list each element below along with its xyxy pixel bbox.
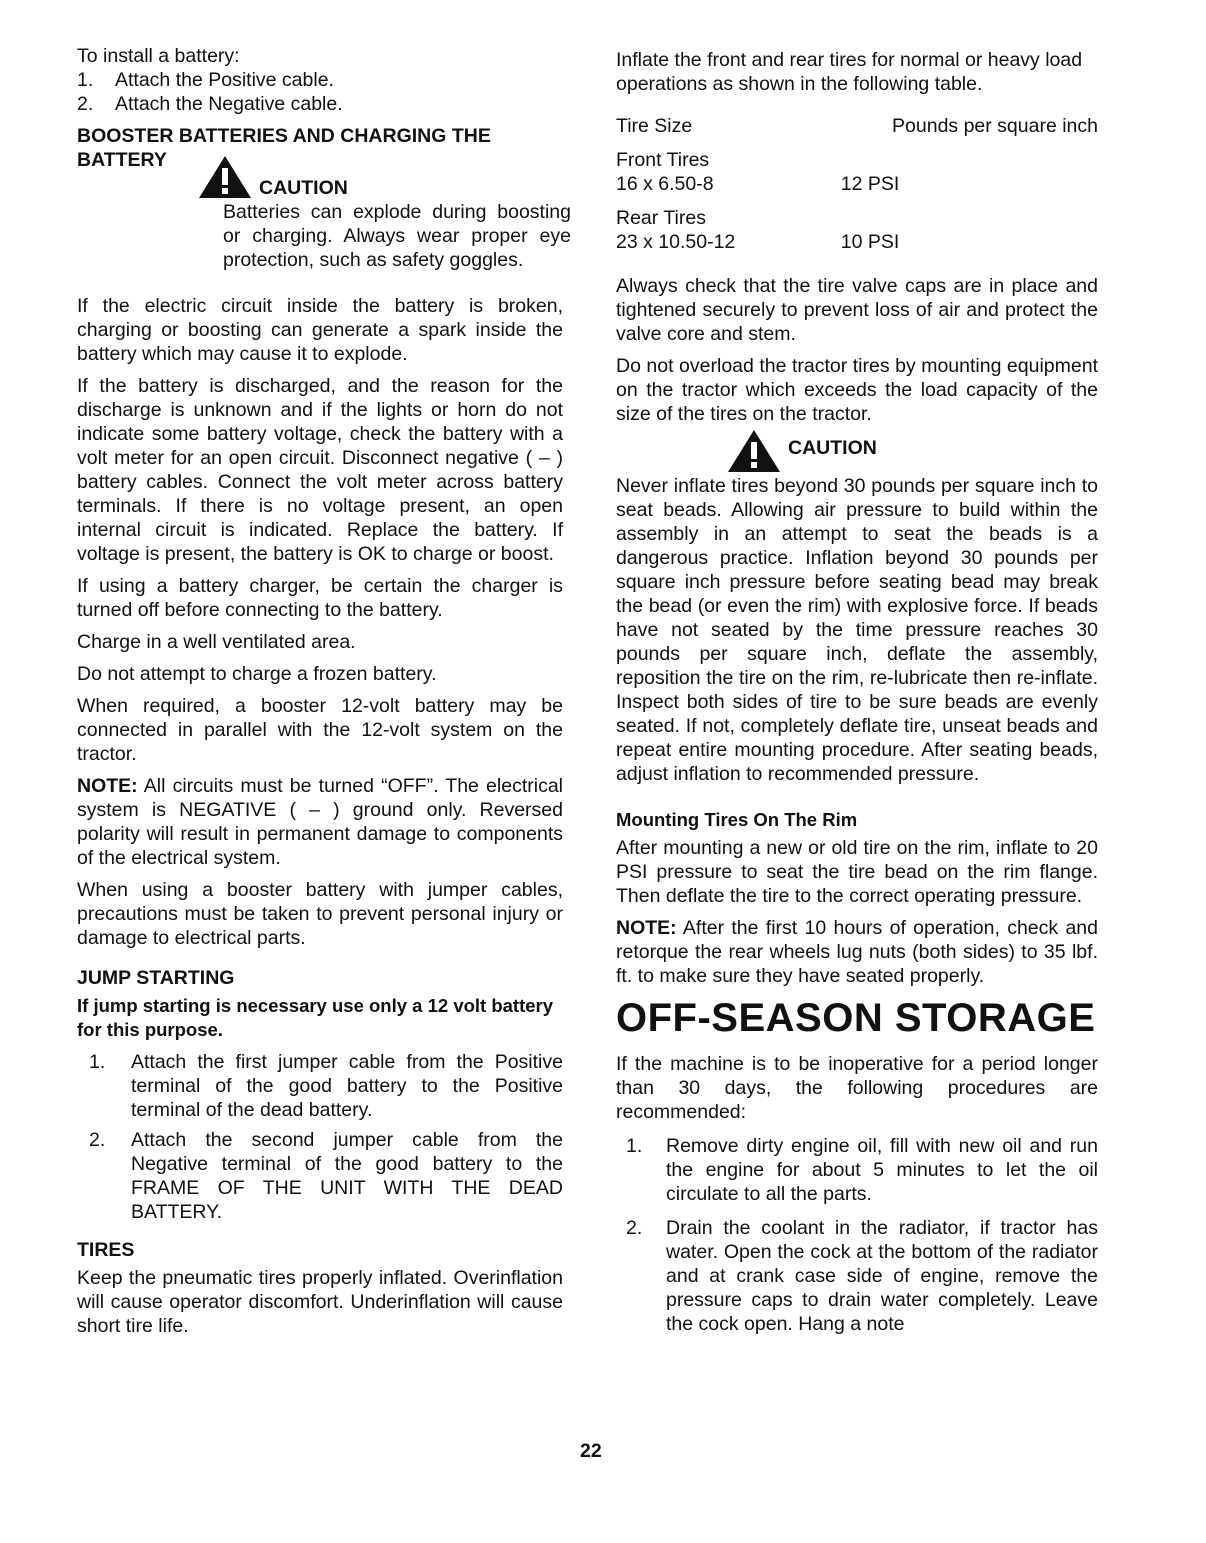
page-number: 22	[580, 1440, 602, 1462]
jump-starting-subheading: If jump starting is necessary use only a 12 volt battery for this purpose.	[77, 995, 554, 1040]
note-label: NOTE:	[616, 917, 677, 939]
left-column	[77, 44, 571, 1346]
list-item: 1. Attach the Positive cable.	[77, 69, 334, 91]
paragraph: After mounting a new or old tire on the rim, inflate to 20 PSI pressure to seat the tire bead on the rim flange. Then deflate the tire to the correct operating pressure.	[616, 837, 1098, 907]
note-paragraph: NOTE: After the first 10 hours of operation, check and retorque the rear wheels lug nuts (both sides) to 35 lbf. ft. to make sure they have seated properly.	[616, 917, 1098, 987]
table-row	[616, 230, 1098, 274]
paragraph: If the battery is discharged, and the reason for the discharge is unknown and if the lights or horn do not indicate some battery voltage, check the battery with a volt meter for an open circuit. Disconnect negative ( – ) battery cables. Connect the volt meter across battery terminals. If there is no voltage present, an open internal circuit is indicated. Replace the battery. If voltage is present, the battery is OK to charge or boost.	[77, 375, 563, 565]
list-item: 2. Attach the Negative cable.	[77, 93, 343, 115]
jump-starting-heading: JUMP STARTING	[77, 967, 235, 989]
table-cell: 23 x 10.50-12	[616, 231, 736, 253]
paragraph: Inflate the front and rear tires for normal or heavy load operations as shown in the following table.	[616, 49, 1083, 95]
paragraph: Keep the pneumatic tires properly inflated. Overinflation will cause operator discomfort. Underinflation will cause short tire life.	[77, 1267, 563, 1337]
paragraph: Do not attempt to charge a frozen battery.	[77, 663, 437, 685]
paragraph: Charge in a well ventilated area.	[77, 631, 356, 653]
mounting-heading: Mounting Tires On The Rim	[616, 809, 858, 830]
table-header: Pounds per square inch	[892, 115, 1098, 137]
install-steps	[77, 68, 563, 116]
warning-triangle-icon	[726, 428, 782, 474]
right-column	[616, 48, 1098, 1336]
paragraph: Do not overload the tractor tires by mounting equipment on the tractor which exceeds the load capacity of the size of the tires on the tractor.	[616, 355, 1098, 425]
table-cell: 16 x 6.50-8	[616, 173, 714, 195]
caution-text: Never inflate tires beyond 30 pounds per square inch to seat beads. Allowing air pressure to build within the assembly in an attempt to seat the beads is a dangerous practice. Inflation beyond 30 pounds per square inch pressure before seating bead may break the bead (or even the rim) with explosive force. If beads have not seated by the time pressure reaches 30 pounds per square inch, deflate the assembly, reposition the tire on the rim, re-lubricate then re-inflate. Inspect both sides of tire to be sure beads are evenly seated. If not, completely deflate tire, unseat beads and repeat entire mounting procedure. After seating beads, adjust inflation to recommended pressure.	[616, 475, 1098, 785]
caution-block-2	[726, 428, 1098, 474]
warning-triangle-icon	[197, 154, 253, 200]
booster-heading: BOOSTER BATTERIES AND CHARGING THE BATTERY	[77, 125, 491, 171]
paragraph: If the electric circuit inside the battery is broken, charging or boosting can generate a spark inside the battery which may cause it to explode.	[77, 295, 563, 365]
list-item: 1. Attach the first jumper cable from the Positive terminal of the good battery to the Positive terminal of the dead battery.	[89, 1051, 563, 1121]
storage-steps	[616, 1134, 1098, 1336]
table-row	[616, 172, 1098, 206]
paragraph: If using a battery charger, be certain the charger is turned off before connecting to the battery.	[77, 575, 563, 621]
paragraph: When using a booster battery with jumper cables, precautions must be taken to prevent personal injury or damage to electrical parts.	[77, 879, 563, 949]
table-row	[616, 206, 1098, 230]
note-label: NOTE:	[77, 775, 138, 797]
list-item: 1. Remove dirty engine oil, fill with new oil and run the engine for about 5 minutes to let the oil circulate to all the parts.	[626, 1135, 1098, 1205]
paragraph: Always check that the tire valve caps are in place and tightened securely to prevent loss of air and protect the valve core and stem.	[616, 275, 1098, 345]
off-season-storage-heading: OFF-SEASON STORAGE	[616, 996, 1096, 1040]
jump-steps	[77, 1050, 563, 1224]
table-cell: Rear Tires	[616, 207, 706, 229]
tire-pressure-table	[616, 114, 1098, 274]
table-row	[616, 114, 1098, 148]
paragraph: If the machine is to be inoperative for a period longer than 30 days, the following procedures are recommended:	[616, 1053, 1098, 1123]
list-item: 2. Attach the second jumper cable from the Negative terminal of the good battery to the FRAME OF THE UNIT WITH THE DEAD BATTERY.	[89, 1129, 563, 1223]
install-intro: To install a battery:	[77, 45, 240, 67]
caution-label: CAUTION	[788, 437, 877, 459]
caution-block-1	[197, 154, 571, 272]
caution-label: CAUTION	[259, 177, 348, 199]
table-cell: Front Tires	[616, 149, 710, 171]
list-item: 2. Drain the coolant in the radiator, if tractor has water. Open the cock at the bottom of the radiator and at crank case side of engine, remove the pressure caps to drain water completely. Leave the cock open. Hang a note	[626, 1217, 1098, 1335]
caution-text: Batteries can explode during boosting or charging. Always wear proper eye protection, such as safety goggles.	[223, 201, 571, 271]
table-header: Tire Size	[616, 115, 693, 137]
table-cell: 12 PSI	[840, 173, 900, 195]
table-row	[616, 148, 1098, 172]
paragraph: When required, a booster 12-volt battery may be connected in parallel with the 12-volt system on the tractor.	[77, 695, 563, 765]
note-paragraph: NOTE: All circuits must be turned “OFF”. The electrical system is NEGATIVE ( – ) ground only. Reversed polarity will result in permanent damage to components of the electrical system.	[77, 775, 563, 869]
tires-heading: TIRES	[77, 1239, 135, 1261]
table-cell: 10 PSI	[840, 231, 900, 253]
